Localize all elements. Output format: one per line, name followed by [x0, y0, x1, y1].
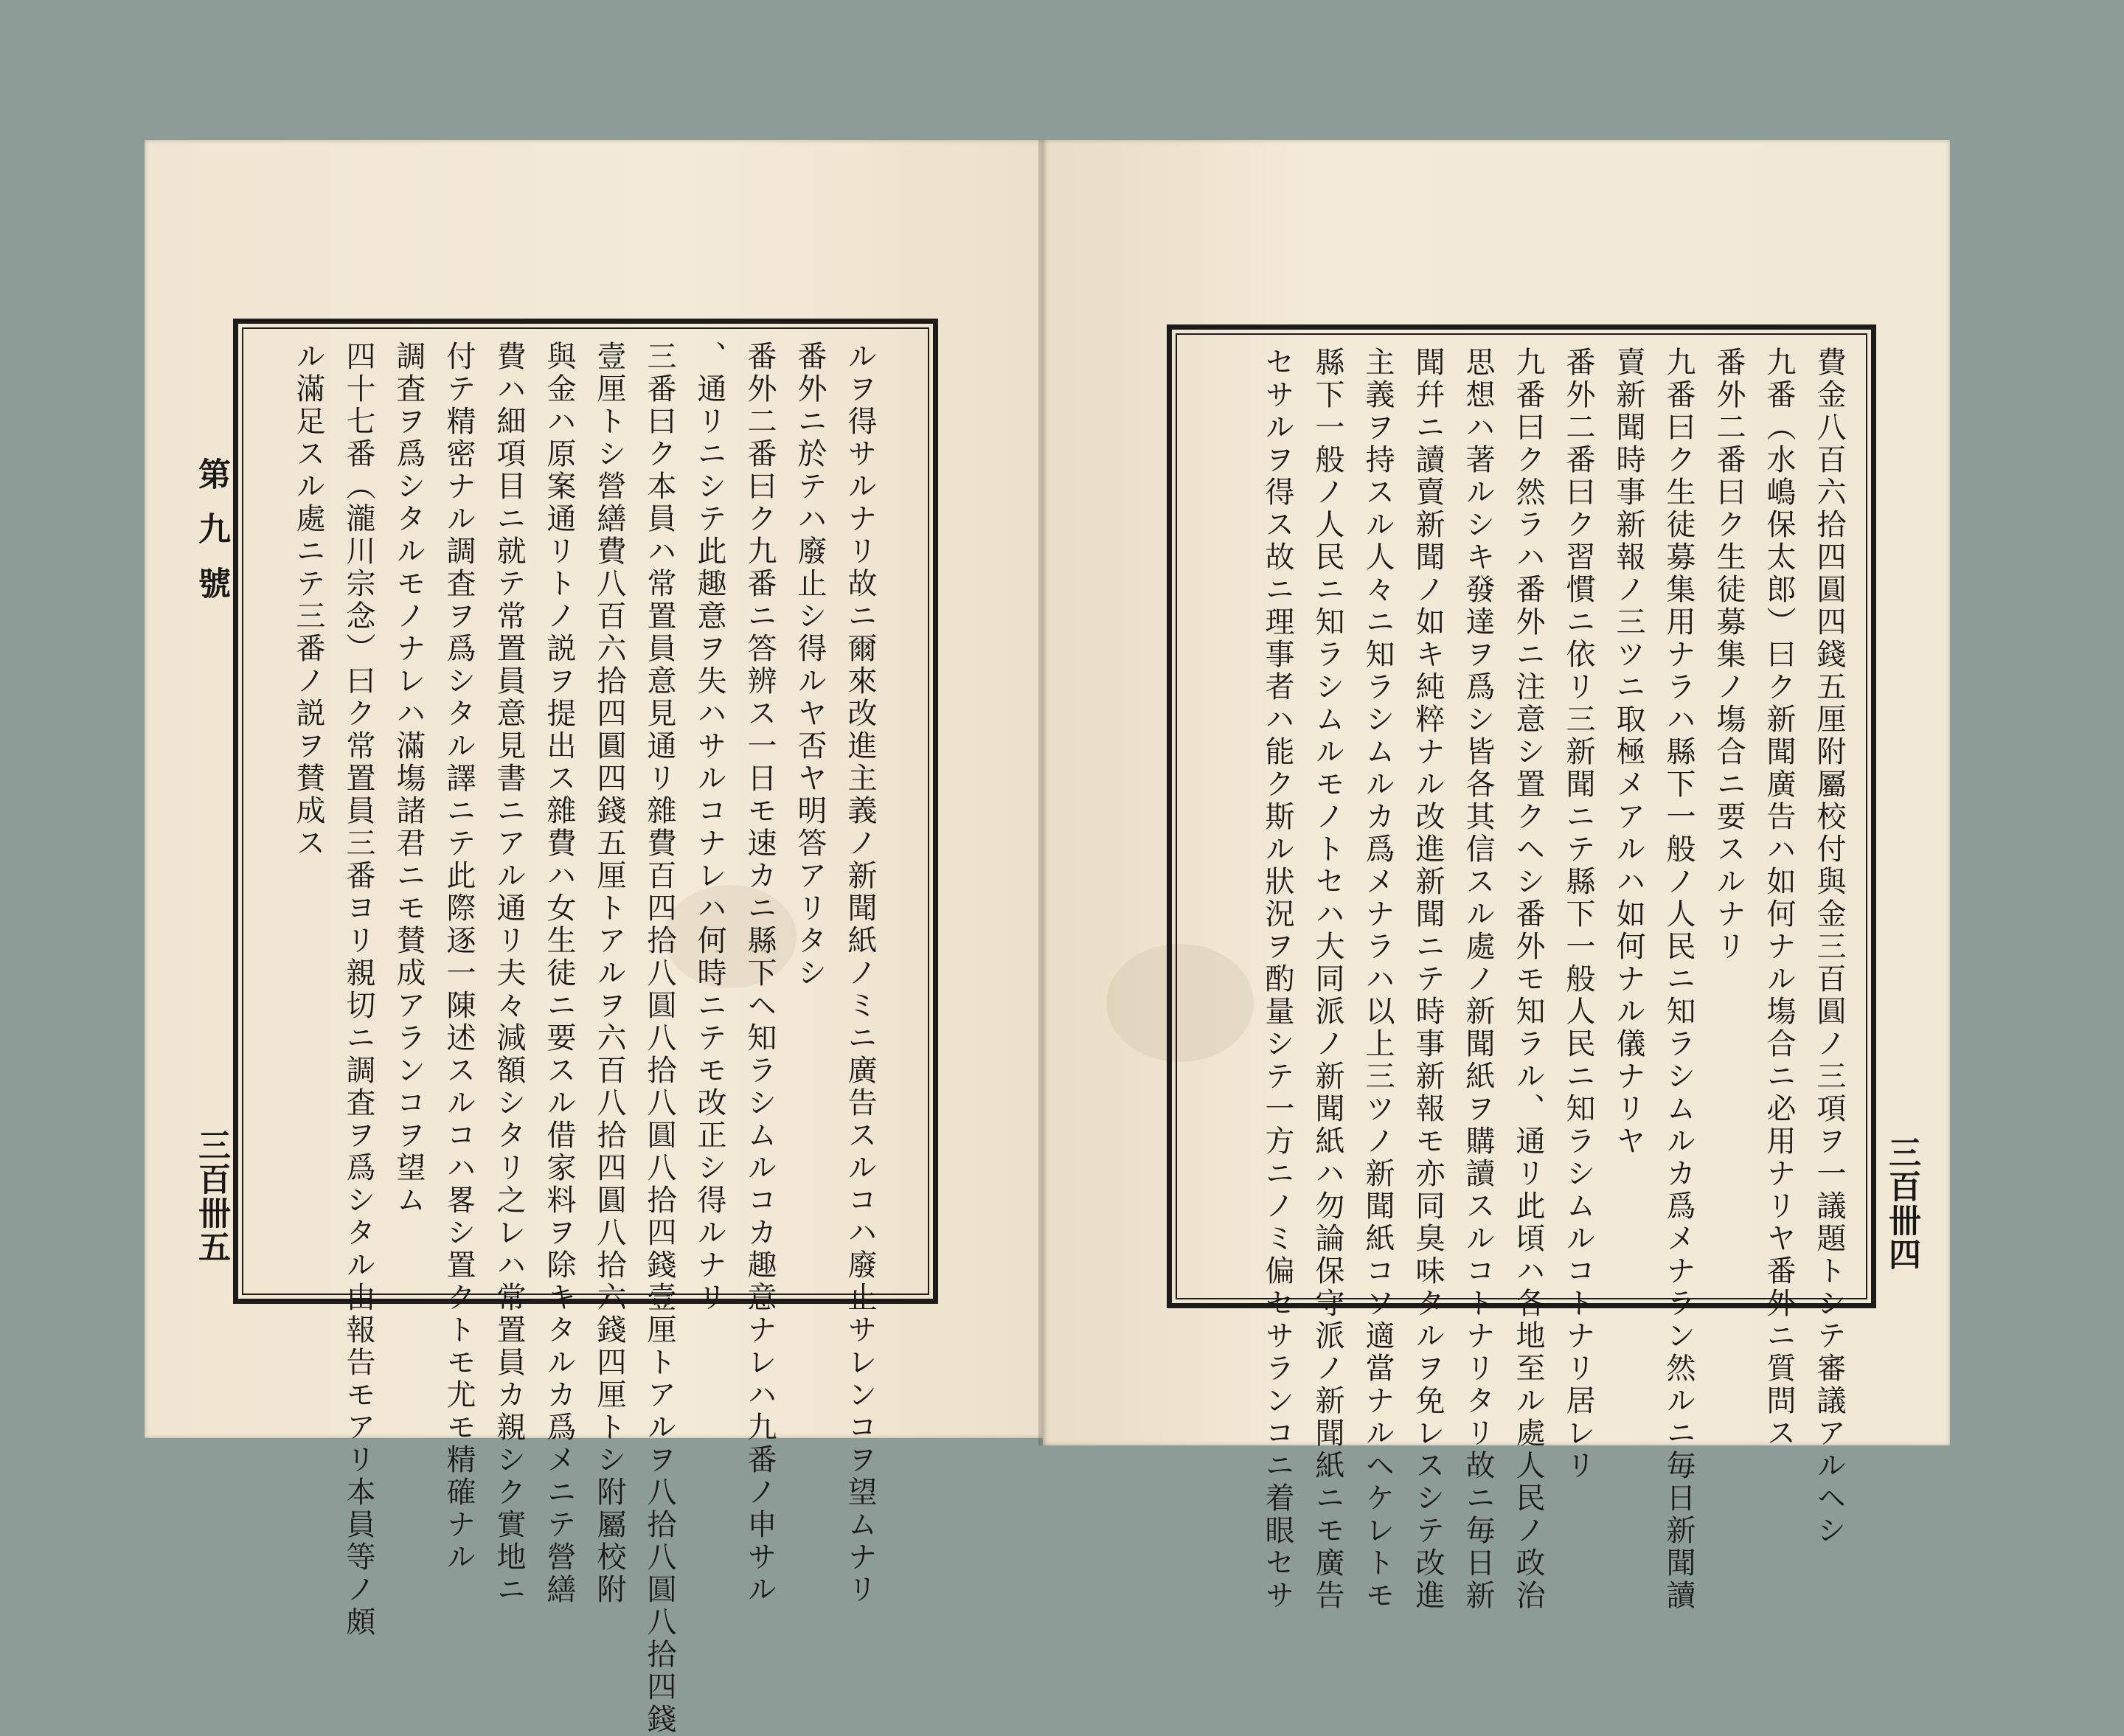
right-page-number: 三百卌四: [1883, 1136, 1920, 1271]
right-text-column: 思想ハ著ルシキ發達ヲ爲シ皆各其信スル處ノ新聞紙ヲ購讀スルコトナリタリ故ニ毎日新: [1461, 347, 1495, 1612]
right-text-column: 九番曰ク生徒募集用ナラハ縣下一般ノ人民ニ知ラシムルカ爲メナラン然ルニ毎日新聞讀: [1662, 347, 1696, 1612]
right-text-column: 番外二番曰ク生徒募集ノ塲合ニ要スルナリ: [1712, 347, 1746, 963]
left-text-column: 番外二番曰ク九番ニ答辨ス一日モ速カニ縣下ヘ知ラシムルコカ趣意ナレハ九番ノ申サル: [743, 341, 777, 1606]
left-text-column: 壹厘トシ營繕費八百六拾四圓四錢五厘トアルヲ六百八拾四圓八拾六錢四厘トシ附屬校附: [592, 341, 626, 1606]
left-text-column: ルヲ得サルナリ故ニ爾來改進主義ノ新聞紙ノミニ廣告スルコハ廢止サレンコヲ望ムナリ: [843, 341, 877, 1606]
right-text-column: セサルヲ得ス故ニ理事者ハ能ク斯ル狀況ヲ酌量シテ一方ニノミ偏セサランコニ着眼セサ: [1260, 347, 1294, 1612]
left-text-column: ル滿足スル處ニテ三番ノ説ヲ賛成ス: [291, 341, 325, 860]
left-text-column: 、通リニシテ此趣意ヲ失ハサルコナレハ何時ニテモ改正シ得ルナリ: [693, 341, 726, 1314]
right-text-column: 番外二番曰ク習慣ニ依リ三新聞ニテ縣下一般人民ニ知ラシムルコトナリ居レリ: [1561, 347, 1595, 1482]
left-text-column: 付テ精密ナル調査ヲ爲シタル譯ニテ此際逐一陳述スルコハ畧シ置クトモ尤モ精確ナル: [442, 341, 476, 1574]
left-text-column: 與金ハ原案通リトノ説ヲ提出ス雜費ハ女生徒ニ要スル借家料ヲ除キタルカ爲メニテ營繕: [542, 341, 576, 1606]
left-text-column: 番外ニ於テハ廢止シ得ルヤ否ヤ明答アリタシ: [793, 341, 827, 990]
right-text-column: 主義ヲ持スル人々ニ知ラシムルカ爲メナラハ以上三ツノ新聞紙コソ適當ナルヘケレトモ: [1361, 347, 1395, 1612]
right-text-column: 聞幷ニ讀賣新聞ノ如キ純粹ナル改進新聞ニテ時事新報モ亦同臭味タルヲ免レスシテ改進: [1411, 347, 1445, 1612]
left-text-column: 調査ヲ爲シタルモノナレハ滿塲諸君ニモ賛成アランコヲ望ム: [392, 341, 426, 1217]
left-text-frame: [233, 319, 938, 1736]
right-text-column: 賣新聞時事新報ノ三ツニ取極メアルハ如何ナル儀ナリヤ: [1611, 347, 1645, 1158]
right-text-column: 縣下一般ノ人民ニ知ラシムルモノトセハ大同派ノ新聞紙ハ勿論保守派ノ新聞紙ニモ廣告: [1311, 347, 1344, 1612]
issue-header: 第九號: [192, 457, 230, 621]
left-text-column: 四十七番（瀧川宗念）曰ク常置員三番ヨリ親切ニ調査ヲ爲シタル由報告モアリ本員等ノ頗: [341, 341, 375, 1639]
book-gutter: [1038, 140, 1049, 1445]
right-text-column: 九番曰ク然ラハ番外ニ注意シ置クヘシ番外モ知ラル、通リ此頃ハ各地至ル處人民ノ政治: [1511, 347, 1545, 1612]
left-page-number: 三百卌五: [192, 1128, 230, 1264]
left-text-column: 三番曰ク本員ハ常置員意見通リ雜費百四拾八圓八拾八圓八拾四錢壹厘トアルヲ八拾八圓八拾四錢: [642, 341, 676, 1736]
right-text-column: 九番（水嶋保太郎）曰ク新聞廣告ハ如何ナル塲合ニ必用ナリヤ番外ニ質問ス: [1762, 347, 1796, 1450]
right-text-column: 費金八百六拾四圓四錢五厘附屬校付與金三百圓ノ三項ヲ一議題トシテ審議アルヘシ: [1812, 347, 1846, 1547]
left-text-column: 費ハ細項目ニ就テ常置員意見書ニアル通リ夫々減額シタリ之レハ常置員カ親シク實地ニ: [492, 341, 526, 1606]
